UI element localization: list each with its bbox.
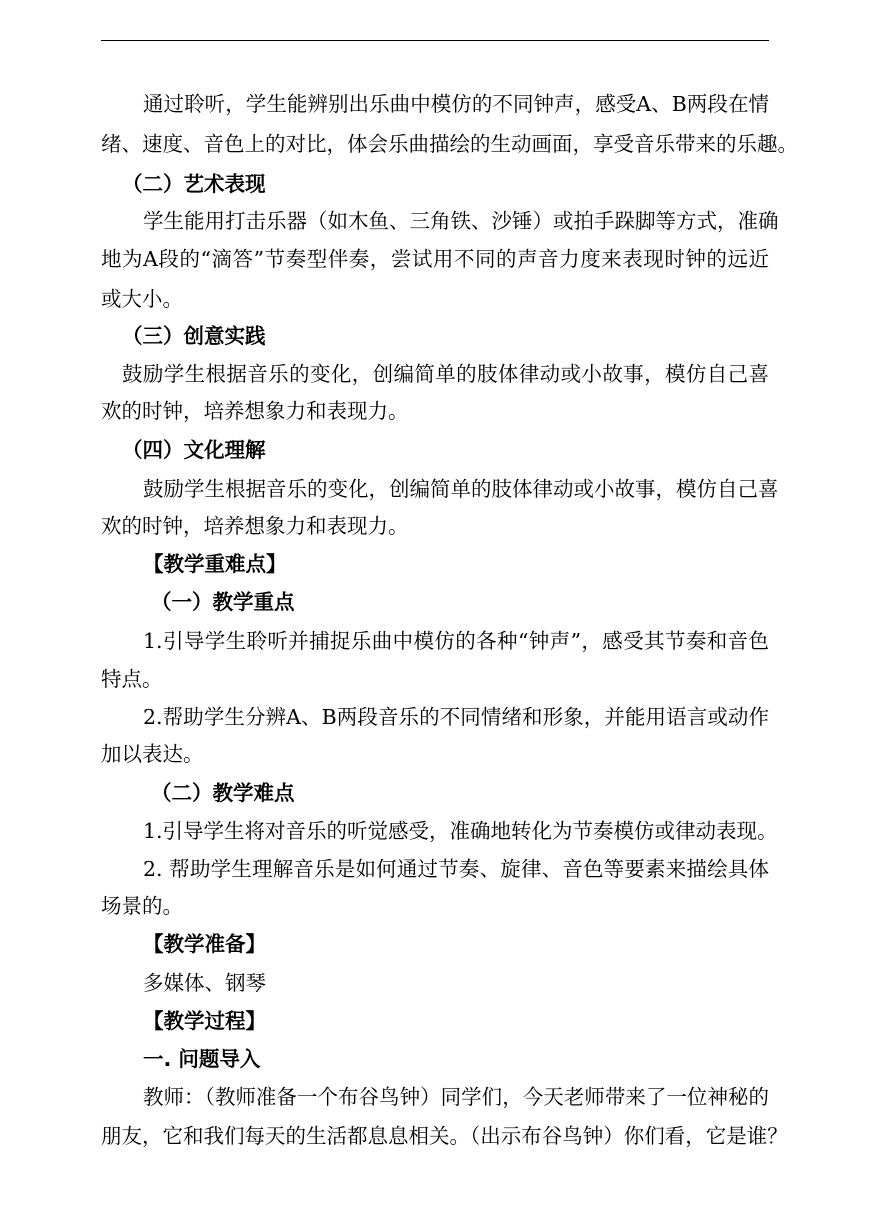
section-heading: 【教学重难点】 <box>143 552 287 576</box>
body-text-line: 2.帮助学生分辨A、B两段音乐的不同情绪和形象，并能用语言或动作 <box>143 705 769 729</box>
body-text-line: 绪、速度、音色上的对比，体会乐曲描绘的生动画面，享受音乐带来的乐趣。 <box>101 132 798 156</box>
section-heading: 【教学过程】 <box>143 1009 266 1033</box>
body-text-line: 学生能用打击乐器（如木鱼、三角铁、沙锤）或拍手跺脚等方式，准确 <box>143 209 779 233</box>
subsection-heading: （二）教学难点 <box>151 781 295 805</box>
section-heading: （三）创意实践 <box>122 324 266 348</box>
section-heading: 【教学准备】 <box>143 932 266 956</box>
body-text-line: 鼓励学生根据音乐的变化，创编简单的肢体律动或小故事，模仿自己喜 <box>143 477 779 501</box>
subsection-heading: （一）教学重点 <box>151 590 295 614</box>
body-text-line: 通过聆听，学生能辨别出乐曲中模仿的不同钟声，感受A、B两段在情 <box>143 92 769 116</box>
body-text-line: 朋友，它和我们每天的生活都息息相关。（出示布谷鸟钟）你们看，它是谁？ <box>101 1124 788 1148</box>
body-text-line: 1.引导学生将对音乐的听觉感受，准确地转化为节奏模仿或律动表现。 <box>143 819 778 843</box>
body-text-line: 鼓励学生根据音乐的变化，创编简单的肢体律动或小故事，模仿自己喜 <box>122 362 769 386</box>
section-heading: （四）文化理解 <box>122 438 266 462</box>
body-text-line: 欢的时钟，培养想象力和表现力。 <box>101 399 409 423</box>
body-text-line: 特点。 <box>101 667 163 691</box>
body-text-line: 2. 帮助学生理解音乐是如何通过节奏、旋律、音色等要素来描绘具体 <box>143 857 769 881</box>
body-text-line: 多媒体、钢琴 <box>143 971 266 995</box>
section-heading: （二）艺术表现 <box>122 172 266 196</box>
header-rule <box>101 40 769 41</box>
body-text-line: 欢的时钟，培养想象力和表现力。 <box>101 514 409 538</box>
body-text-line: 加以表达。 <box>101 742 204 766</box>
body-text-line: 地为A段的“滴答”节奏型伴奏，尝试用不同的声音力度来表现时钟的远近 <box>101 247 769 271</box>
body-text-line: 或大小。 <box>101 287 183 311</box>
section-heading: 一. 问题导入 <box>143 1047 261 1071</box>
body-text-line: 教师：（教师准备一个布谷鸟钟）同学们，今天老师带来了一位神秘的 <box>143 1085 769 1109</box>
body-text-line: 场景的。 <box>101 894 183 918</box>
body-text-line: 1.引导学生聆听并捕捉乐曲中模仿的各种“钟声”，感受其节奏和音色 <box>143 629 769 653</box>
